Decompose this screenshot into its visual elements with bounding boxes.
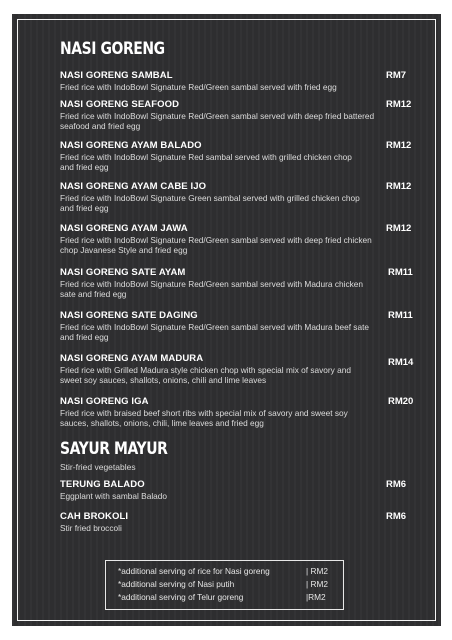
- item-price: RM7: [386, 70, 407, 81]
- menu-item: [60, 223, 420, 255]
- item-name: NASI GORENG IGA: [60, 396, 149, 407]
- item-name: NASI GORENG SATE DAGING: [60, 310, 198, 321]
- note-text: *additional serving of Nasi putih: [118, 579, 235, 589]
- item-name: NASI GORENG SAMBAL: [60, 70, 173, 81]
- item-description: Stir fried broccoli: [60, 523, 122, 533]
- item-description: Fried rice with IndoBowl Signature Red/Green sambal served with fried egg: [60, 82, 337, 92]
- menu-item: [60, 99, 420, 131]
- menu-item: [60, 310, 420, 342]
- item-name: NASI GORENG SATE AYAM: [60, 267, 186, 278]
- menu-item: [60, 479, 420, 501]
- item-price: RM12: [386, 140, 412, 151]
- item-name: CAH BROKOLI: [60, 511, 129, 522]
- menu-board: [12, 14, 441, 626]
- menu-item: [60, 511, 420, 533]
- item-price: RM12: [386, 99, 412, 110]
- item-name: NASI GORENG AYAM MADURA: [60, 353, 204, 364]
- item-price: RM11: [388, 310, 413, 321]
- item-description: Fried rice with IndoBowl Signature Red/Green sambal served with Madura beef sate and fried egg: [60, 322, 369, 342]
- section-subtitle: Stir-fried vegetables: [60, 462, 136, 472]
- item-description: Fried rice with Grilled Madura style chicken chop with special mix of savory and sweet soy sauces, shallots, onions, chili and lime leaves: [60, 365, 351, 385]
- menu-item: [60, 353, 420, 385]
- additional-serving-box: [105, 560, 344, 610]
- note-text: *additional serving of Telur goreng: [118, 592, 244, 602]
- item-description: Eggplant with sambal Balado: [60, 491, 168, 501]
- note-text: *additional serving of rice for Nasi goreng: [118, 566, 270, 576]
- item-name: NASI GORENG SEAFOOD: [60, 99, 180, 110]
- menu-item: [60, 267, 420, 299]
- item-price: RM6: [386, 479, 407, 490]
- menu-item: [60, 396, 420, 428]
- item-price: RM11: [388, 267, 413, 278]
- item-price: RM14: [388, 357, 414, 368]
- item-description: Fried rice with IndoBowl Signature Red/Green sambal served with deep fried chicken chop Javanese Style and fried egg: [60, 235, 372, 255]
- item-price: RM6: [386, 511, 407, 522]
- note-price: | RM2: [306, 579, 328, 589]
- item-price: RM12: [386, 181, 412, 192]
- note-price: | RM2: [306, 566, 328, 576]
- menu-item: [60, 181, 420, 213]
- item-name: TERUNG BALADO: [60, 479, 145, 490]
- item-price: RM20: [388, 396, 414, 407]
- item-description: Fried rice with IndoBowl Signature Red/Green sambal served with Madura chicken sate and fried egg: [60, 279, 363, 299]
- item-description: Fried rice with IndoBowl Signature Red/Green sambal served with deep fried battered seafood and fried egg: [60, 111, 375, 131]
- section-title-sayur-mayur: SAYUR MAYUR: [60, 439, 168, 459]
- item-description: Fried rice with IndoBowl Signature Red sambal served with grilled chicken chop and fried egg: [60, 152, 352, 172]
- item-description: Fried rice with IndoBowl Signature Green sambal served with grilled chicken chop and fried egg: [60, 193, 360, 213]
- section-title-nasi-goreng: NASI GORENG: [60, 39, 165, 59]
- item-name: NASI GORENG AYAM BALADO: [60, 140, 202, 151]
- menu-item: [60, 70, 420, 92]
- note-price: |RM2: [306, 592, 326, 602]
- item-name: NASI GORENG AYAM JAWA: [60, 223, 188, 234]
- item-price: RM12: [386, 223, 412, 234]
- item-name: NASI GORENG AYAM CABE IJO: [60, 181, 207, 192]
- item-description: Fried rice with braised beef short ribs with special mix of savory and sweet soy sauces, shallots, onions, chili, lime leaves and fried egg: [60, 408, 348, 428]
- menu-item: [60, 140, 420, 172]
